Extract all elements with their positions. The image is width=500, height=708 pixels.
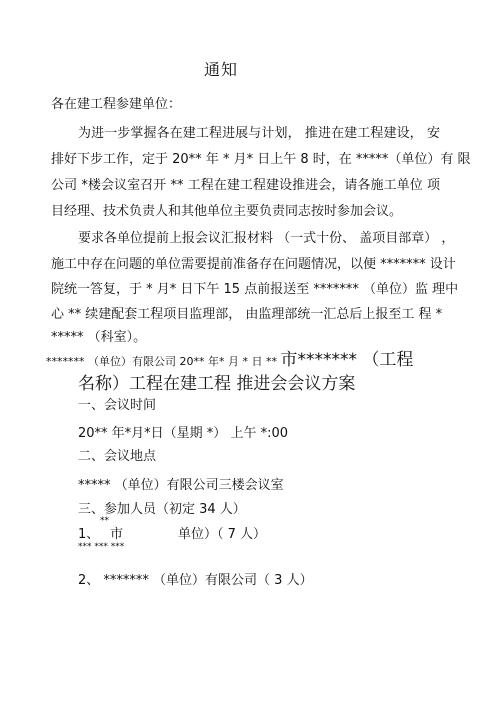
para1-line-1: 为进一步掌握各在建工程进展与计划， 推进在建工程建设， 安 xyxy=(78,126,440,141)
para2-line-1: 要求各单位提前上报会议汇报材料 （一式十份、 盖项目部章） ， xyxy=(78,231,455,246)
para2-line-4: 心 ** 续建配套工程项目监理部， 由监理部统一汇总后上报至工 程 * xyxy=(51,307,443,322)
section1-value: 20** 年*月*日（星期 *） 上午 *:00 xyxy=(78,426,288,441)
para1-line-4: 目经理、技术负责人和其他单位主要负责同志按时参加会议。 xyxy=(51,204,403,219)
item2: 2、 ******* （单位）有限公司（ 3 人） xyxy=(78,573,313,588)
item1-number: 1、 xyxy=(78,527,100,542)
para1-line-2: 排好下步工作，定于 20** 年 * 月* 日上午 8 时，在 *****（单位）有 限 xyxy=(51,152,471,167)
salutation: 各在建工程参建单位： xyxy=(51,97,182,112)
para2-line-2: 施工中存在问题的单位需要提前准备存在问题情况，以便 ******* 设计 xyxy=(51,257,456,272)
para2-line-5: ***** （科室）。 xyxy=(51,330,147,345)
plan-title: 名称）工程在建工程 推进会会议方案 xyxy=(78,374,356,394)
notice-title: 通知 xyxy=(204,60,239,79)
signature-line xyxy=(46,350,413,371)
section3-heading: 三、参加人员（初定 34 人） xyxy=(78,502,246,517)
item1-city: 市 xyxy=(110,527,124,542)
item1-unit: 单位）（ 7 人） xyxy=(178,527,267,542)
item1-subline: *** *** *** xyxy=(78,542,125,552)
section2-value: ***** （单位）有限公司三楼会议室 xyxy=(78,478,284,493)
para1-line-3: 公司 *楼会议室召开 ** 工程在建工程建设推进会，请各施工单位 项 xyxy=(51,178,440,193)
para2-line-3: 院统一答复，于 * 月* 日下午 15 点前报送至 ******* （单位）监 理中 xyxy=(51,282,459,297)
signature-prefix: ******* （单位）有限公司 20** 年* 月 * 日 ** xyxy=(46,355,281,368)
section1-heading: 一、会议时间 xyxy=(78,398,157,413)
signature-large: 市******* （工程 xyxy=(280,350,414,370)
item1-superscript: ** xyxy=(100,516,109,526)
section2-heading: 二、会议地点 xyxy=(78,449,157,464)
